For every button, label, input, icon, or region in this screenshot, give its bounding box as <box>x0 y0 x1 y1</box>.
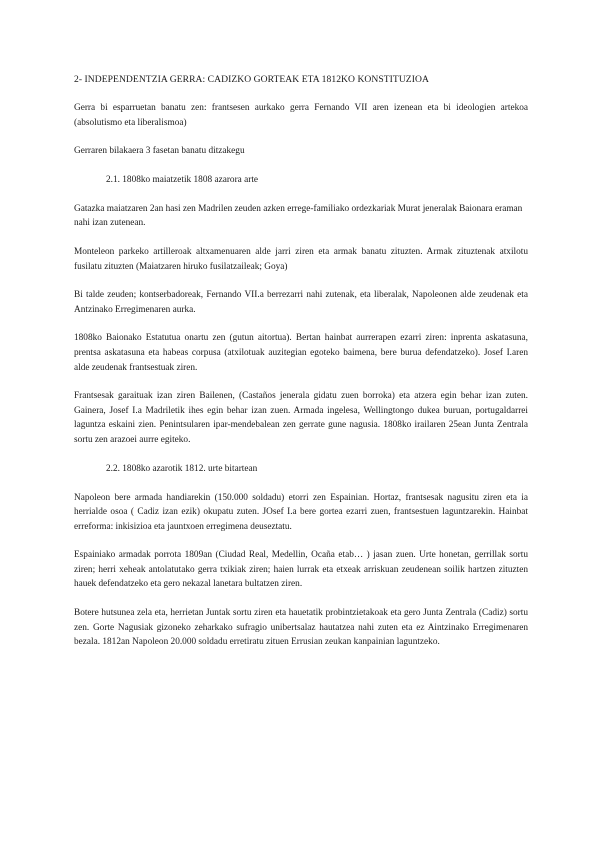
document-body <box>74 73 528 664</box>
section-1-paragraph-4: 1808ko Baionako Estatutua onartu zen (gutun aitortua). Bertan hainbat aurrerapen ezarri ziren: inprenta askatasuna, prentsa askatasuna eta habeas corpusa (atxilotuak auzitegian egoteko baimena, bere burua defendatzeko). Josef I.aren alde zeudenak frantsestuak ziren. <box>74 333 528 373</box>
section-2-heading: 2.2. 1808ko azarotik 1812. urte bitartean <box>106 463 258 474</box>
section-2-paragraph-3: Botere hutsunea zela eta, herrietan Juntak sortu ziren eta hauetatik probintzietakoak eta gero Junta Zentrala (Cadiz) sortu zen. Gorte Nagusiak gizoneko zeharkako sufragio unibertsalaz hautatzea nahi zuten eta ez Aintzinako Erregimenaren bezala. 1812an Napoleon 20.000 soldadu erretiratu zituen Errusian zeukan kanpainian laguntzeko. <box>74 608 528 648</box>
section-1-paragraph-2: Monteleon parkeko artilleroak altxamenuaren alde jarri ziren eta armak banatu zituzten. Armak zituztenak atxilotu fusilatu zituzten (Maiatzaren hiruko fusilatzaileak; Goya) <box>74 246 528 272</box>
phases-intro-paragraph: Gerraren bilakaera 3 fasetan banatu ditzakegu <box>74 146 245 157</box>
section-1-paragraph-1: Gatazka maiatzaren 2an hasi zen Madrilen zeuden azken errege-familiako ordezkariak Murat jeneralak Baionara eraman nahi izan zutenean. <box>74 203 523 229</box>
section-1-paragraph-5: Frantsesak garaituak izan ziren Bailenen, (Castaños jenerala gidatu zuen borroka) eta atzera egin behar izan zuten. Gainera, Josef I.a Madriletik ihes egin behar izan zuen. Armada ingelesa, Wellingtongo dukea buruan, portugaldarrei laguntza eskaini zien. Penintsularen ipar-mendebalean zen gerrate gune nagusia. 1808ko irailaren 25ean Junta Zentrala sortu zen arazoei aurre egiteko. <box>74 391 528 445</box>
section-2-paragraph-2: Espainiako armadak porrota 1809an (Ciudad Real, Medellin, Ocaña etab… ) jasan zuen. Urte honetan, gerrillak sortu ziren; herri xeheak antolatutako gerra txikiak ziren; haien lurrak eta etxeak arriskuan zeudenean soilik hartzen zituzten hauek defendatzeko eta gero nekazal lanetara bultatzen ziren. <box>74 550 528 590</box>
section-2-paragraph-1: Napoleon bere armada handiarekin (150.000 soldadu) etorri zen Espainian. Hortaz, frantsesak nagusitu ziren eta ia herrialde osoa ( Cadiz izan ezik) okupatu zuten. JOsef I.a bere gortea ezarri zuen, frantsestuen laguntzarekin. Hainbat erreforma: inkisizioa eta jauntxoen erregimena deuseztatu. <box>74 492 528 532</box>
section-1-heading: 2.1. 1808ko maiatzetik 1808 azarora arte <box>106 174 259 185</box>
intro-paragraph: Gerra bi esparruetan banatu zen: frantsesen aurkako gerra Fernando VII aren izenean eta bi ideologien artekoa (absolutismo eta liberalismoa) <box>74 103 528 128</box>
section-1-paragraph-3: Bi talde zeuden; kontserbadoreak, Fernando VII.a berrezarri nahi zutenak, eta liberalak, Napoleonen alde zeudenak eta Antzinako Erregimenaren aurka. <box>74 290 528 315</box>
document-title: 2- INDEPENDENTZIA GERRA: CADIZKO GORTEAK ETA 1812KO KONSTITUZIOA <box>74 74 429 85</box>
